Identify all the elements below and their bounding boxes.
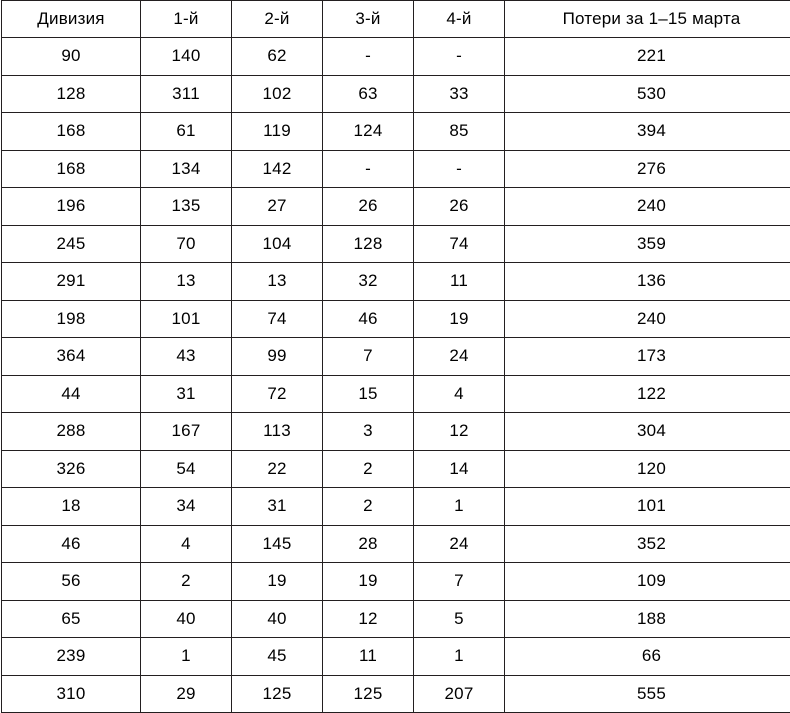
cell-week-1: 61 xyxy=(141,113,232,151)
cell-week-4: 24 xyxy=(414,525,505,563)
cell-week-1: 70 xyxy=(141,225,232,263)
cell-week-3: 19 xyxy=(323,563,414,601)
cell-week-3: 32 xyxy=(323,263,414,301)
cell-week-3: 2 xyxy=(323,450,414,488)
table-row xyxy=(2,113,790,151)
cell-week-3: 3 xyxy=(323,413,414,451)
cell-week-4: 26 xyxy=(414,188,505,226)
cell-division: 196 xyxy=(2,188,141,226)
table-row xyxy=(2,413,790,451)
column-header-total-losses: Потери за 1–15 марта xyxy=(505,1,790,38)
table-row xyxy=(2,488,790,526)
cell-week-1: 29 xyxy=(141,675,232,713)
column-header-week-4: 4-й xyxy=(414,1,505,38)
table-row xyxy=(2,450,790,488)
cell-division: 326 xyxy=(2,450,141,488)
cell-division: 18 xyxy=(2,488,141,526)
cell-week-1: 167 xyxy=(141,413,232,451)
cell-week-2: 31 xyxy=(232,488,323,526)
cell-division: 168 xyxy=(2,113,141,151)
cell-division: 364 xyxy=(2,338,141,376)
cell-week-3: 28 xyxy=(323,525,414,563)
cell-week-3: - xyxy=(323,38,414,76)
cell-week-4: 24 xyxy=(414,338,505,376)
cell-week-2: 113 xyxy=(232,413,323,451)
cell-total: 221 xyxy=(505,38,790,76)
cell-week-1: 2 xyxy=(141,563,232,601)
cell-total: 136 xyxy=(505,263,790,301)
cell-week-1: 311 xyxy=(141,75,232,113)
cell-week-1: 13 xyxy=(141,263,232,301)
cell-week-1: 54 xyxy=(141,450,232,488)
cell-week-3: 15 xyxy=(323,375,414,413)
cell-week-3: 124 xyxy=(323,113,414,151)
cell-week-2: 125 xyxy=(232,675,323,713)
cell-week-1: 4 xyxy=(141,525,232,563)
cell-week-3: 12 xyxy=(323,600,414,638)
cell-week-4: 5 xyxy=(414,600,505,638)
cell-total: 173 xyxy=(505,338,790,376)
cell-division: 65 xyxy=(2,600,141,638)
cell-total: 240 xyxy=(505,300,790,338)
cell-total: 276 xyxy=(505,150,790,188)
cell-week-4: 1 xyxy=(414,638,505,676)
cell-week-1: 34 xyxy=(141,488,232,526)
cell-total: 352 xyxy=(505,525,790,563)
cell-week-2: 45 xyxy=(232,638,323,676)
cell-division: 245 xyxy=(2,225,141,263)
table-row xyxy=(2,300,790,338)
cell-week-4: 85 xyxy=(414,113,505,151)
cell-week-1: 31 xyxy=(141,375,232,413)
cell-week-4: 11 xyxy=(414,263,505,301)
cell-week-2: 99 xyxy=(232,338,323,376)
cell-week-2: 104 xyxy=(232,225,323,263)
cell-total: 188 xyxy=(505,600,790,638)
cell-week-2: 74 xyxy=(232,300,323,338)
table-row xyxy=(2,188,790,226)
cell-week-2: 102 xyxy=(232,75,323,113)
cell-total: 66 xyxy=(505,638,790,676)
cell-division: 198 xyxy=(2,300,141,338)
cell-total: 304 xyxy=(505,413,790,451)
cell-week-3: 7 xyxy=(323,338,414,376)
table-header-row xyxy=(2,1,790,38)
cell-week-2: 13 xyxy=(232,263,323,301)
cell-week-2: 145 xyxy=(232,525,323,563)
table-row xyxy=(2,38,790,76)
cell-division: 291 xyxy=(2,263,141,301)
cell-total: 240 xyxy=(505,188,790,226)
column-header-week-1: 1-й xyxy=(141,1,232,38)
column-header-week-3: 3-й xyxy=(323,1,414,38)
cell-week-4: - xyxy=(414,38,505,76)
cell-week-4: 4 xyxy=(414,375,505,413)
cell-total: 120 xyxy=(505,450,790,488)
cell-week-2: 72 xyxy=(232,375,323,413)
cell-division: 46 xyxy=(2,525,141,563)
cell-total: 555 xyxy=(505,675,790,713)
cell-total: 122 xyxy=(505,375,790,413)
cell-division: 168 xyxy=(2,150,141,188)
cell-week-3: 46 xyxy=(323,300,414,338)
cell-week-2: 40 xyxy=(232,600,323,638)
table-header xyxy=(2,1,790,38)
cell-week-4: 33 xyxy=(414,75,505,113)
cell-week-2: 119 xyxy=(232,113,323,151)
table-row xyxy=(2,638,790,676)
cell-week-1: 135 xyxy=(141,188,232,226)
cell-total: 109 xyxy=(505,563,790,601)
table-row xyxy=(2,263,790,301)
table-row xyxy=(2,375,790,413)
cell-week-3: - xyxy=(323,150,414,188)
table-row xyxy=(2,338,790,376)
cell-total: 394 xyxy=(505,113,790,151)
cell-week-4: 14 xyxy=(414,450,505,488)
cell-division: 90 xyxy=(2,38,141,76)
table-row xyxy=(2,600,790,638)
cell-week-4: 19 xyxy=(414,300,505,338)
cell-week-4: 1 xyxy=(414,488,505,526)
table-row xyxy=(2,525,790,563)
cell-week-1: 101 xyxy=(141,300,232,338)
cell-week-3: 26 xyxy=(323,188,414,226)
cell-total: 359 xyxy=(505,225,790,263)
cell-week-1: 40 xyxy=(141,600,232,638)
cell-week-4: 74 xyxy=(414,225,505,263)
cell-week-3: 2 xyxy=(323,488,414,526)
table-row xyxy=(2,75,790,113)
table-row xyxy=(2,225,790,263)
column-header-division: Дивизия xyxy=(2,1,141,38)
cell-week-1: 134 xyxy=(141,150,232,188)
cell-week-2: 27 xyxy=(232,188,323,226)
cell-total: 101 xyxy=(505,488,790,526)
cell-week-4: 12 xyxy=(414,413,505,451)
cell-week-2: 22 xyxy=(232,450,323,488)
cell-week-3: 128 xyxy=(323,225,414,263)
cell-week-4: - xyxy=(414,150,505,188)
table-row xyxy=(2,563,790,601)
cell-week-2: 62 xyxy=(232,38,323,76)
cell-division: 128 xyxy=(2,75,141,113)
cell-week-2: 142 xyxy=(232,150,323,188)
table-body xyxy=(2,38,790,713)
cell-total: 530 xyxy=(505,75,790,113)
table-row xyxy=(2,150,790,188)
cell-week-3: 63 xyxy=(323,75,414,113)
cell-division: 44 xyxy=(2,375,141,413)
cell-division: 310 xyxy=(2,675,141,713)
cell-week-1: 43 xyxy=(141,338,232,376)
cell-division: 239 xyxy=(2,638,141,676)
table-row xyxy=(2,675,790,713)
column-header-week-2: 2-й xyxy=(232,1,323,38)
cell-week-1: 1 xyxy=(141,638,232,676)
losses-table xyxy=(1,0,790,713)
cell-week-4: 7 xyxy=(414,563,505,601)
cell-division: 56 xyxy=(2,563,141,601)
cell-week-4: 207 xyxy=(414,675,505,713)
cell-division: 288 xyxy=(2,413,141,451)
cell-week-3: 125 xyxy=(323,675,414,713)
cell-week-3: 11 xyxy=(323,638,414,676)
cell-week-1: 140 xyxy=(141,38,232,76)
cell-week-2: 19 xyxy=(232,563,323,601)
